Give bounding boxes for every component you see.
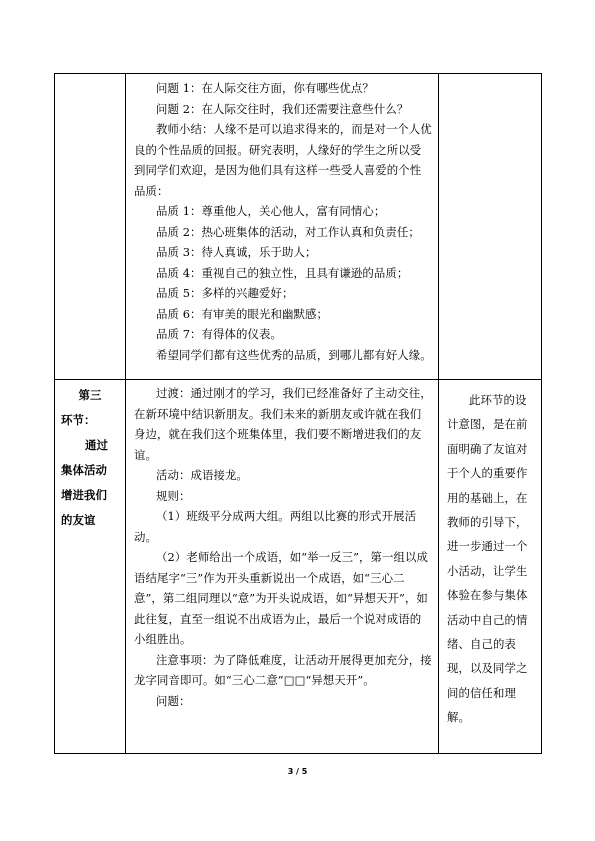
quality-6: 品质 6：有审美的眼光和幽默感； [156, 306, 328, 321]
column-divider [438, 74, 439, 753]
page-number: 3 / 5 [287, 767, 308, 776]
quality-5: 品质 5：多样的兴趣爱好； [156, 286, 294, 300]
quality-1: 品质 1：尊重他人，关心他人，富有同情心； [156, 204, 386, 218]
question-1: 问题 1：在人际交往方面，你有哪些优点？ [156, 81, 374, 95]
section2-content [134, 78, 432, 365]
lesson-table [54, 73, 542, 754]
question-2: 问题 2：在人际交往时，我们还需要注意些什么？ [156, 101, 409, 116]
notes: 注意事项：为了降低难度，让活动开展得更加充分，接龙字同音即可。如“三心二意”□□“异想天开”。 [134, 652, 432, 687]
closing-hope: 希望同学们都有这些优秀的品质，到哪儿都有好人缘。 [156, 347, 432, 362]
row-divider [55, 379, 541, 380]
column-divider [125, 74, 126, 753]
section3-label-line: 的友谊 [61, 513, 96, 527]
teacher-summary: 教师小结：人缘不是可以追求得来的，而是对一个人优良的个性品质的回报。研究表明，人缘好的学生之所以受到同学们欢迎，是因为他们具有这样一些受人喜爱的个性品质： [134, 122, 432, 198]
section3-label [61, 383, 119, 533]
section3-label-line: 增进我们 [61, 488, 107, 502]
quality-2: 品质 2：热心班集体的活动，对工作认真和负责任； [156, 224, 420, 239]
section3-label-line: 通过 [85, 438, 108, 452]
quality-3: 品质 3：待人真诚，乐于助人； [156, 245, 317, 259]
quality-7: 品质 7：有得体的仪表。 [156, 327, 282, 341]
design-intent [447, 388, 535, 730]
section3-label-line: 环节： [61, 413, 96, 427]
design-intent-text: 此环节的设计意图，是在前面明确了友谊对于个人的重要作用的基础上，在教师的引导下，进一步通过一个小活动，让学生体验在参与集体活动中自己的情绪、自己的表现，以及同学之间的信任和理解。 [447, 393, 528, 725]
quality-4: 品质 4：重视自己的独立性，且具有谦逊的品质； [156, 265, 409, 280]
rule-1: （1）班级平分成两大组。两组以比赛的形式开展活动。 [134, 509, 417, 544]
activity-title: 活动：成语接龙。 [156, 468, 248, 482]
rule-2: （2）老师给出一个成语，如“举一反三”，第一组以成语结尾字“三”作为开头重新说出一个成语，如“三心二意”，第二组同理以“意”为开头说成语，如“异想天开”，如此往复，直至一组说不出成语为止，最后一个说对成语的小组胜出。 [134, 550, 428, 646]
section3-content [134, 383, 432, 711]
question-label: 问题： [156, 693, 191, 708]
rules-heading: 规则： [156, 488, 191, 503]
section3-label-line: 第三 [78, 388, 102, 402]
section3-label-line: 集体活动 [61, 463, 107, 477]
transition-paragraph: 过渡：通过刚才的学习，我们已经准备好了主动交往，在新环境中结识新朋友。我们未来的新朋友或许就在我们身边，就在我们这个班集体里，我们要不断增进我们的友谊。 [134, 386, 432, 462]
